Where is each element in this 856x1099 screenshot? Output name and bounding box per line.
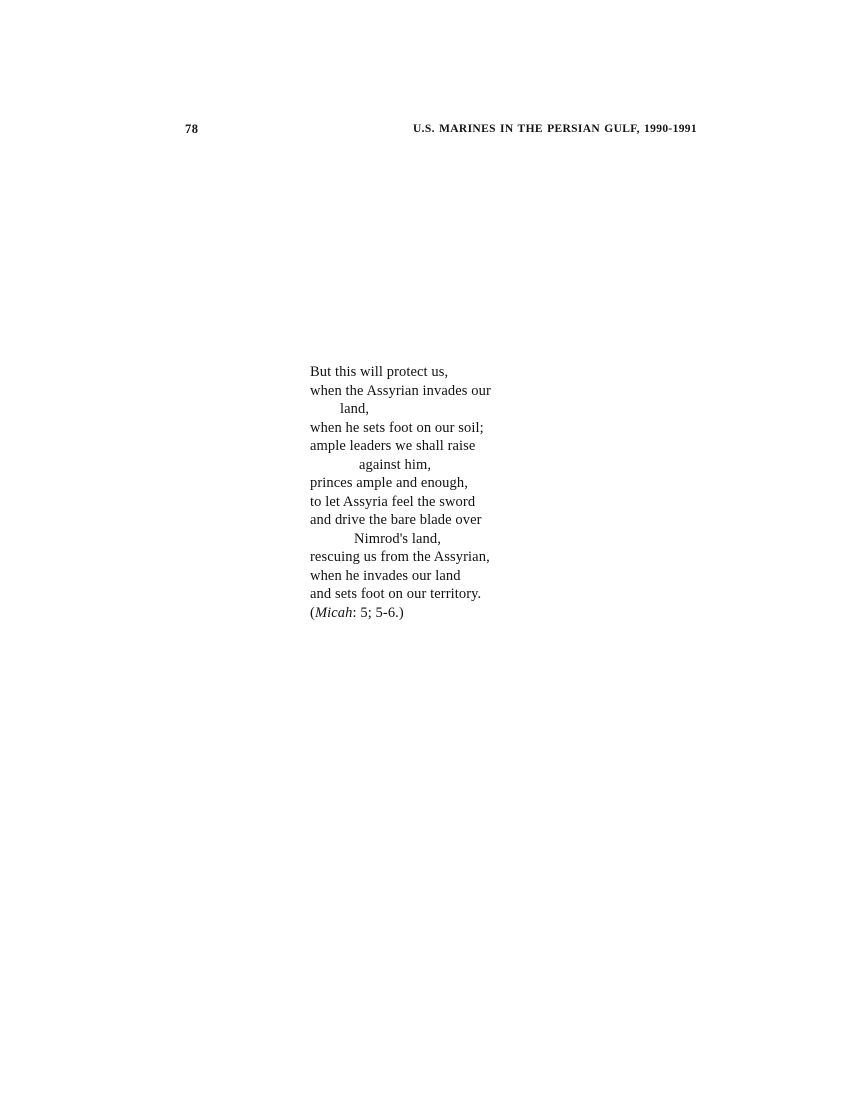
verse-quotation xyxy=(310,363,540,622)
poem-line: against him, xyxy=(359,456,432,473)
poem-line: to let Assyria feel the sword xyxy=(310,493,476,510)
poem-line: ample leaders we shall raise xyxy=(310,438,476,454)
citation-open-paren: ( xyxy=(310,604,315,621)
poem-line: rescuing us from the Assyrian, xyxy=(310,549,490,565)
poem-line: But this will protect us, xyxy=(310,364,449,380)
poem-line: Nimrod's land, xyxy=(354,530,441,547)
citation-source: Micah xyxy=(314,604,353,621)
running-header: U.S. MARINES IN THE PERSIAN GULF, 1990-1991 xyxy=(413,123,697,135)
poem-line: and sets foot on our territory. xyxy=(310,586,482,602)
poem-line: when he sets foot on our soil; xyxy=(310,419,484,436)
citation-reference: : 5; 5-6.) xyxy=(352,604,404,621)
poem-line: when he invades our land xyxy=(310,567,461,584)
poem-citation xyxy=(310,604,540,623)
poem-line: when the Assyrian invades our xyxy=(310,382,491,399)
poem-line: princes ample and enough, xyxy=(310,475,468,491)
poem-line: land, xyxy=(340,401,370,417)
page-number: 78 xyxy=(185,122,199,136)
poem-line: and drive the bare blade over xyxy=(310,512,482,528)
